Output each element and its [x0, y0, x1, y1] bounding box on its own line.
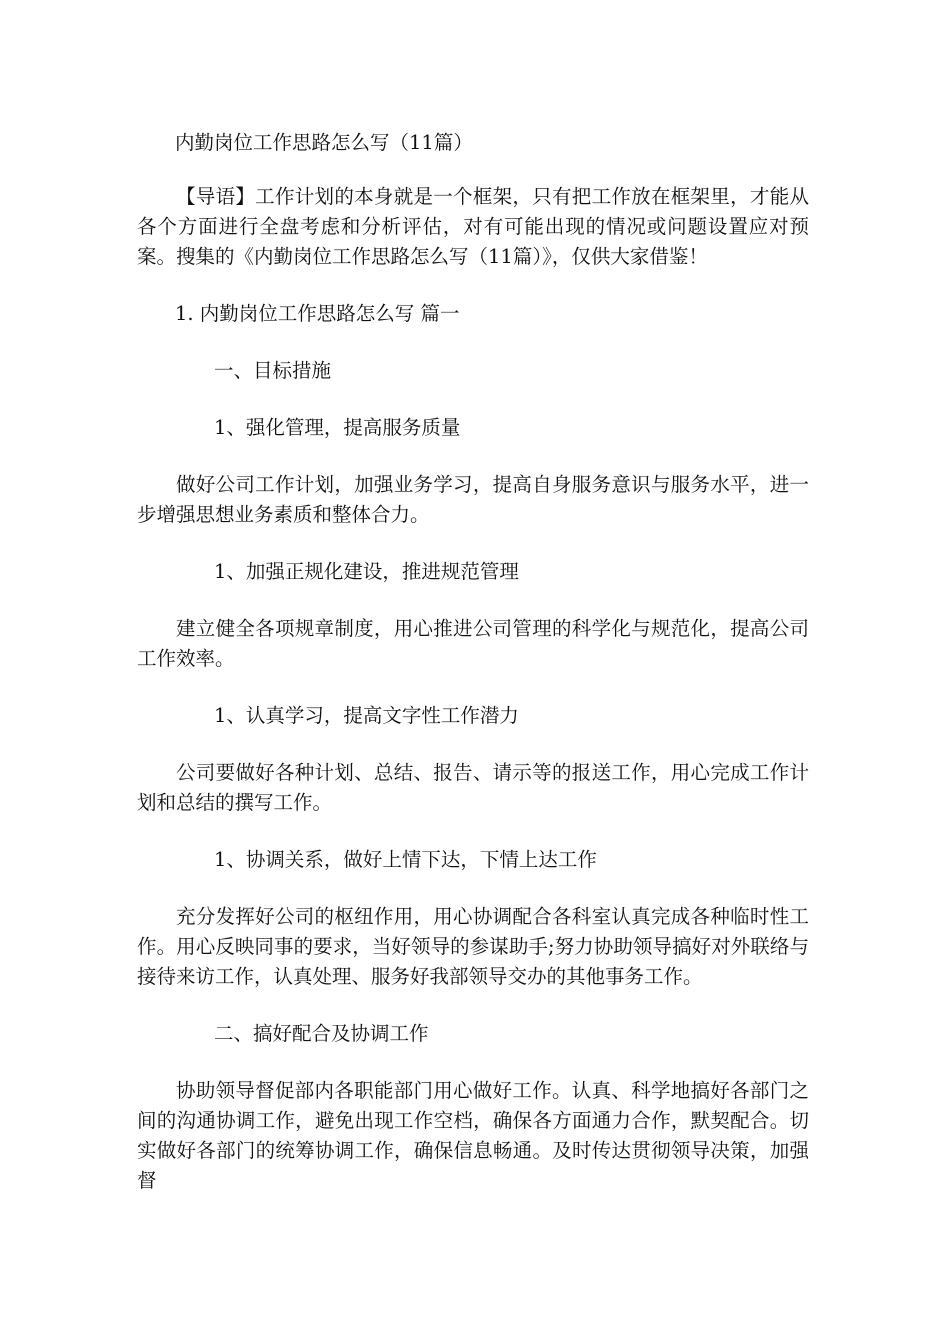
part-heading: 一、目标措施: [214, 359, 332, 382]
item-paragraph: 充分发挥好公司的枢纽作用，用心协调配合各科室认真完成各种临时性工作。用心反映同事的要求，当好领导的参谋助手;努力协助领导搞好对外联络与接待来访工作，认真处理、服务好我部领导交办的其他事务工作。: [137, 905, 809, 988]
item-paragraph: 做好公司工作计划，加强业务学习，提高自身服务意识与服务水平，进一步增强思想业务素质和整体合力。: [137, 473, 809, 526]
item-heading: 1、强化管理，提高服务质量: [214, 416, 461, 439]
intro-paragraph: 【导语】工作计划的本身就是一个框架，只有把工作放在框架里，才能从各个方面进行全盘考虑和分析评估，对有可能出现的情况或问题设置应对预案。搜集的《内勤岗位工作思路怎么写（11篇）》，仅供大家借鉴！: [137, 185, 809, 268]
document-page: [137, 128, 809, 1223]
part-heading: 二、搞好配合及协调工作: [214, 1022, 429, 1045]
document-title: 内勤岗位工作思路怎么写（11篇）: [175, 131, 473, 154]
part-paragraph: 协助领导督促部内各职能部门用心做好工作。认真、科学地搞好各部门之间的沟通协调工作，避免出现工作空档，确保各方面通力合作，默契配合。切实做好各部门的统筹协调工作，确保信息畅通。及时传达贯彻领导决策，加强督: [137, 1079, 809, 1192]
item-paragraph: 建立健全各项规章制度，用心推进公司管理的科学化与规范化，提高公司工作效率。: [137, 617, 809, 670]
item-heading: 1、协调关系，做好上情下达，下情上达工作: [214, 848, 597, 871]
item-paragraph: 公司要做好各种计划、总结、报告、请示等的报送工作，用心完成工作计划和总结的撰写工作。: [137, 761, 809, 814]
section-heading: 1. 内勤岗位工作思路怎么写 篇一: [175, 302, 460, 325]
item-heading: 1、加强正规化建设，推进规范管理: [214, 560, 519, 583]
item-heading: 1、认真学习，提高文字性工作潜力: [214, 704, 519, 727]
